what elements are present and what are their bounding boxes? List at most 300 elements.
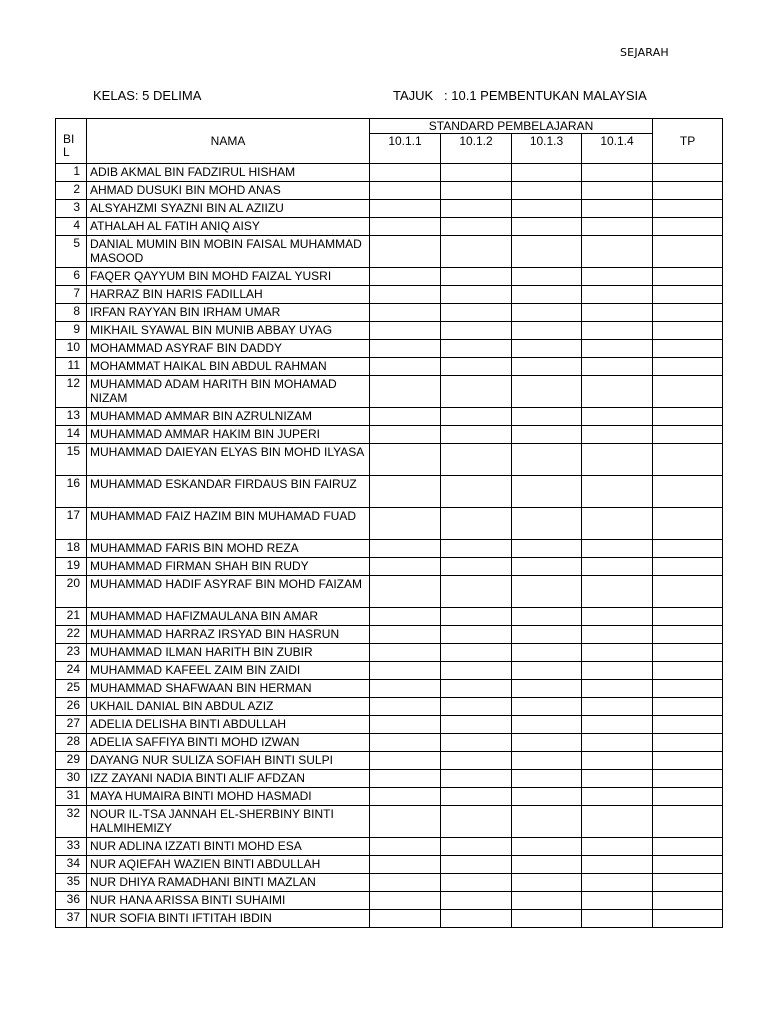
standard-cell-1[interactable] bbox=[370, 770, 441, 788]
student-name: FAQER QAYYUM BIN MOHD FAIZAL YUSRI bbox=[87, 268, 370, 286]
tp-cell[interactable] bbox=[653, 558, 723, 576]
standard-cell-1[interactable] bbox=[370, 304, 441, 322]
student-number: 36 bbox=[56, 892, 87, 910]
standard-cell-3[interactable] bbox=[512, 626, 582, 644]
student-number: 24 bbox=[56, 662, 87, 680]
topic-label: TAJUK : 10.1 PEMBENTUKAN MALAYSIA bbox=[393, 88, 647, 103]
tp-cell[interactable] bbox=[653, 874, 723, 892]
standard-cell-1[interactable] bbox=[370, 358, 441, 376]
student-name: ADELIA SAFFIYA BINTI MOHD IZWAN bbox=[87, 734, 370, 752]
standard-cell-4[interactable] bbox=[582, 218, 653, 236]
student-number: 15 bbox=[56, 444, 87, 476]
standard-cell-4[interactable] bbox=[582, 626, 653, 644]
standard-cell-4[interactable] bbox=[582, 508, 653, 540]
tp-cell[interactable] bbox=[653, 408, 723, 426]
subject-label: SEJARAH bbox=[620, 46, 669, 59]
standard-cell-1[interactable] bbox=[370, 164, 441, 182]
student-name: MAYA HUMAIRA BINTI MOHD HASMADI bbox=[87, 788, 370, 806]
student-name: MUHAMMAD AMMAR HAKIM BIN JUPERI bbox=[87, 426, 370, 444]
standard-cell-3[interactable] bbox=[512, 304, 582, 322]
student-name: MUHAMMAD HADIF ASYRAF BIN MOHD FAIZAM bbox=[87, 576, 370, 608]
standard-cell-2[interactable] bbox=[441, 576, 512, 608]
student-name: ADIB AKMAL BIN FADZIRUL HISHAM bbox=[87, 164, 370, 182]
nama-header: NAMA bbox=[87, 119, 370, 164]
tp-cell[interactable] bbox=[653, 680, 723, 698]
table-row bbox=[56, 698, 723, 716]
student-number: 28 bbox=[56, 734, 87, 752]
standard-cell-3[interactable] bbox=[512, 856, 582, 874]
tp-cell[interactable] bbox=[653, 892, 723, 910]
standard-cell-4[interactable] bbox=[582, 716, 653, 734]
standard-cell-4[interactable] bbox=[582, 444, 653, 476]
standard-cell-3[interactable] bbox=[512, 408, 582, 426]
student-name: MOHAMMAD ASYRAF BIN DADDY bbox=[87, 340, 370, 358]
tp-cell[interactable] bbox=[653, 304, 723, 322]
standard-cell-4[interactable] bbox=[582, 268, 653, 286]
table-row bbox=[56, 716, 723, 734]
student-number: 3 bbox=[56, 200, 87, 218]
standard-cell-2[interactable] bbox=[441, 268, 512, 286]
standard-cell-2[interactable] bbox=[441, 444, 512, 476]
standard-cell-4[interactable] bbox=[582, 408, 653, 426]
student-number: 13 bbox=[56, 408, 87, 426]
standard-cell-4[interactable] bbox=[582, 558, 653, 576]
bil-header bbox=[56, 119, 87, 164]
student-number: 4 bbox=[56, 218, 87, 236]
standard-cell-4[interactable] bbox=[582, 644, 653, 662]
student-number: 27 bbox=[56, 716, 87, 734]
table-row bbox=[56, 558, 723, 576]
tp-cell[interactable] bbox=[653, 268, 723, 286]
standard-cell-2[interactable] bbox=[441, 806, 512, 838]
student-number: 14 bbox=[56, 426, 87, 444]
tp-cell[interactable] bbox=[653, 476, 723, 508]
standard-cell-3[interactable] bbox=[512, 444, 582, 476]
standard-cell-4[interactable] bbox=[582, 734, 653, 752]
student-number: 31 bbox=[56, 788, 87, 806]
standard-cell-1[interactable] bbox=[370, 752, 441, 770]
standard-cell-3[interactable] bbox=[512, 644, 582, 662]
standard-cell-2[interactable] bbox=[441, 680, 512, 698]
student-number: 21 bbox=[56, 608, 87, 626]
table-row bbox=[56, 182, 723, 200]
standard-cell-2[interactable] bbox=[441, 788, 512, 806]
standard-cell-3[interactable] bbox=[512, 340, 582, 358]
standard-cell-4[interactable] bbox=[582, 286, 653, 304]
student-number: 23 bbox=[56, 644, 87, 662]
student-name: MUHAMMAD FARIS BIN MOHD REZA bbox=[87, 540, 370, 558]
table-row bbox=[56, 644, 723, 662]
student-number: 33 bbox=[56, 838, 87, 856]
standard-cell-4[interactable] bbox=[582, 304, 653, 322]
standard-cell-3[interactable] bbox=[512, 752, 582, 770]
standard-cell-4[interactable] bbox=[582, 770, 653, 788]
student-number: 37 bbox=[56, 910, 87, 928]
student-name: MUHAMMAD HARRAZ IRSYAD BIN HASRUN bbox=[87, 626, 370, 644]
standard-header-10-1-1: 10.1.1 bbox=[370, 134, 441, 164]
table-row bbox=[56, 286, 723, 304]
standard-cell-1[interactable] bbox=[370, 892, 441, 910]
student-number: 29 bbox=[56, 752, 87, 770]
student-number: 17 bbox=[56, 508, 87, 540]
tp-cell[interactable] bbox=[653, 286, 723, 304]
standard-cell-1[interactable] bbox=[370, 286, 441, 304]
standard-cell-1[interactable] bbox=[370, 680, 441, 698]
student-number: 12 bbox=[56, 376, 87, 408]
standard-cell-4[interactable] bbox=[582, 892, 653, 910]
tp-cell[interactable] bbox=[653, 838, 723, 856]
standard-cell-3[interactable] bbox=[512, 716, 582, 734]
standard-cell-1[interactable] bbox=[370, 856, 441, 874]
standard-cell-1[interactable] bbox=[370, 426, 441, 444]
standard-cell-1[interactable] bbox=[370, 182, 441, 200]
standard-cell-3[interactable] bbox=[512, 164, 582, 182]
standard-cell-4[interactable] bbox=[582, 340, 653, 358]
student-number: 16 bbox=[56, 476, 87, 508]
tp-cell[interactable] bbox=[653, 218, 723, 236]
standard-cell-2[interactable] bbox=[441, 608, 512, 626]
tp-cell[interactable] bbox=[653, 608, 723, 626]
table-row bbox=[56, 358, 723, 376]
standard-cell-4[interactable] bbox=[582, 608, 653, 626]
standard-cell-1[interactable] bbox=[370, 698, 441, 716]
standard-cell-4[interactable] bbox=[582, 164, 653, 182]
standard-cell-3[interactable] bbox=[512, 838, 582, 856]
standard-cell-1[interactable] bbox=[370, 806, 441, 838]
student-number: 34 bbox=[56, 856, 87, 874]
standard-cell-4[interactable] bbox=[582, 476, 653, 508]
standard-cell-3[interactable] bbox=[512, 182, 582, 200]
standard-cell-4[interactable] bbox=[582, 662, 653, 680]
standard-cell-2[interactable] bbox=[441, 476, 512, 508]
table-row bbox=[56, 806, 723, 838]
standard-cell-4[interactable] bbox=[582, 540, 653, 558]
table-row bbox=[56, 340, 723, 358]
tp-cell[interactable] bbox=[653, 788, 723, 806]
standard-cell-1[interactable] bbox=[370, 200, 441, 218]
standard-cell-2[interactable] bbox=[441, 508, 512, 540]
tp-cell[interactable] bbox=[653, 376, 723, 408]
standard-cell-2[interactable] bbox=[441, 770, 512, 788]
standard-cell-3[interactable] bbox=[512, 680, 582, 698]
standard-cell-3[interactable] bbox=[512, 608, 582, 626]
standard-cell-3[interactable] bbox=[512, 218, 582, 236]
standard-cell-3[interactable] bbox=[512, 476, 582, 508]
standard-cell-2[interactable] bbox=[441, 838, 512, 856]
standard-cell-3[interactable] bbox=[512, 698, 582, 716]
table-row bbox=[56, 838, 723, 856]
standard-cell-3[interactable] bbox=[512, 576, 582, 608]
student-name: UKHAIL DANIAL BIN ABDUL AZIZ bbox=[87, 698, 370, 716]
student-number: 11 bbox=[56, 358, 87, 376]
table-row bbox=[56, 476, 723, 508]
student-name: MUHAMMAD DAIEYAN ELYAS BIN MOHD ILYASA bbox=[87, 444, 370, 476]
tp-cell[interactable] bbox=[653, 770, 723, 788]
standard-cell-2[interactable] bbox=[441, 408, 512, 426]
standard-cell-4[interactable] bbox=[582, 910, 653, 928]
student-number: 1 bbox=[56, 164, 87, 182]
tp-cell[interactable] bbox=[653, 508, 723, 540]
standard-cell-3[interactable] bbox=[512, 540, 582, 558]
tp-cell[interactable] bbox=[653, 444, 723, 476]
tp-cell[interactable] bbox=[653, 734, 723, 752]
tp-cell[interactable] bbox=[653, 576, 723, 608]
standard-cell-2[interactable] bbox=[441, 236, 512, 268]
student-name: AHMAD DUSUKI BIN MOHD ANAS bbox=[87, 182, 370, 200]
student-name: MUHAMMAD AMMAR BIN AZRULNIZAM bbox=[87, 408, 370, 426]
standard-cell-1[interactable] bbox=[370, 874, 441, 892]
tp-header: TP bbox=[653, 119, 723, 164]
standard-cell-2[interactable] bbox=[441, 164, 512, 182]
tp-cell[interactable] bbox=[653, 662, 723, 680]
student-number: 7 bbox=[56, 286, 87, 304]
student-name: NUR ADLINA IZZATI BINTI MOHD ESA bbox=[87, 838, 370, 856]
table-row bbox=[56, 892, 723, 910]
standard-cell-4[interactable] bbox=[582, 838, 653, 856]
standard-cell-4[interactable] bbox=[582, 576, 653, 608]
standard-cell-1[interactable] bbox=[370, 838, 441, 856]
standard-cell-1[interactable] bbox=[370, 558, 441, 576]
standard-cell-2[interactable] bbox=[441, 376, 512, 408]
table-row bbox=[56, 680, 723, 698]
standard-cell-1[interactable] bbox=[370, 540, 441, 558]
tp-cell[interactable] bbox=[653, 426, 723, 444]
table-row bbox=[56, 322, 723, 340]
tp-cell[interactable] bbox=[653, 200, 723, 218]
tp-cell[interactable] bbox=[653, 322, 723, 340]
student-name: DAYANG NUR SULIZA SOFIAH BINTI SULPI bbox=[87, 752, 370, 770]
table-row bbox=[56, 608, 723, 626]
standard-cell-1[interactable] bbox=[370, 910, 441, 928]
standard-cell-2[interactable] bbox=[441, 322, 512, 340]
table-row bbox=[56, 164, 723, 182]
standard-cell-3[interactable] bbox=[512, 376, 582, 408]
tp-cell[interactable] bbox=[653, 698, 723, 716]
standard-cell-1[interactable] bbox=[370, 476, 441, 508]
standard-cell-2[interactable] bbox=[441, 856, 512, 874]
student-name: ADELIA DELISHA BINTI ABDULLAH bbox=[87, 716, 370, 734]
tp-cell[interactable] bbox=[653, 358, 723, 376]
standard-cell-1[interactable] bbox=[370, 608, 441, 626]
standard-cell-2[interactable] bbox=[441, 218, 512, 236]
student-number: 6 bbox=[56, 268, 87, 286]
standard-cell-4[interactable] bbox=[582, 426, 653, 444]
standard-cell-1[interactable] bbox=[370, 716, 441, 734]
standard-cell-1[interactable] bbox=[370, 340, 441, 358]
student-number: 2 bbox=[56, 182, 87, 200]
standard-cell-4[interactable] bbox=[582, 752, 653, 770]
standard-cell-1[interactable] bbox=[370, 626, 441, 644]
standard-cell-1[interactable] bbox=[370, 788, 441, 806]
standard-cell-3[interactable] bbox=[512, 426, 582, 444]
student-name: DANIAL MUMIN BIN MOBIN FAISAL MUHAMMAD MASOOD bbox=[87, 236, 370, 268]
standard-cell-2[interactable] bbox=[441, 540, 512, 558]
standard-cell-2[interactable] bbox=[441, 304, 512, 322]
standard-cell-1[interactable] bbox=[370, 218, 441, 236]
student-number: 20 bbox=[56, 576, 87, 608]
standard-cell-2[interactable] bbox=[441, 200, 512, 218]
standard-cell-1[interactable] bbox=[370, 408, 441, 426]
standard-cell-2[interactable] bbox=[441, 910, 512, 928]
tp-cell[interactable] bbox=[653, 910, 723, 928]
table-row bbox=[56, 662, 723, 680]
student-number: 5 bbox=[56, 236, 87, 268]
standard-cell-1[interactable] bbox=[370, 322, 441, 340]
student-number: 10 bbox=[56, 340, 87, 358]
standard-cell-3[interactable] bbox=[512, 734, 582, 752]
tp-cell[interactable] bbox=[653, 716, 723, 734]
standard-cell-1[interactable] bbox=[370, 662, 441, 680]
student-number: 22 bbox=[56, 626, 87, 644]
tp-cell[interactable] bbox=[653, 856, 723, 874]
tp-cell[interactable] bbox=[653, 182, 723, 200]
student-name: ALSYAHZMI SYAZNI BIN AL AZIIZU bbox=[87, 200, 370, 218]
standard-header-10-1-2: 10.1.2 bbox=[441, 134, 512, 164]
standard-cell-4[interactable] bbox=[582, 698, 653, 716]
student-name: NUR AQIEFAH WAZIEN BINTI ABDULLAH bbox=[87, 856, 370, 874]
standard-cell-1[interactable] bbox=[370, 268, 441, 286]
standard-cell-2[interactable] bbox=[441, 662, 512, 680]
standard-cell-3[interactable] bbox=[512, 770, 582, 788]
student-name: MOHAMMAT HAIKAL BIN ABDUL RAHMAN bbox=[87, 358, 370, 376]
table-row bbox=[56, 910, 723, 928]
standard-cell-2[interactable] bbox=[441, 286, 512, 304]
student-name: MUHAMMAD ADAM HARITH BIN MOHAMAD NIZAM bbox=[87, 376, 370, 408]
standard-cell-2[interactable] bbox=[441, 626, 512, 644]
tp-cell[interactable] bbox=[653, 806, 723, 838]
student-name: ATHALAH AL FATIH ANIQ AISY bbox=[87, 218, 370, 236]
table-row bbox=[56, 236, 723, 268]
student-name: MUHAMMAD ESKANDAR FIRDAUS BIN FAIRUZ bbox=[87, 476, 370, 508]
standard-cell-4[interactable] bbox=[582, 376, 653, 408]
standard-cell-3[interactable] bbox=[512, 662, 582, 680]
tp-cell[interactable] bbox=[653, 644, 723, 662]
standard-cell-2[interactable] bbox=[441, 734, 512, 752]
table-row bbox=[56, 752, 723, 770]
student-name: MUHAMMAD SHAFWAAN BIN HERMAN bbox=[87, 680, 370, 698]
standard-header-10-1-4: 10.1.4 bbox=[582, 134, 653, 164]
table-row bbox=[56, 856, 723, 874]
standard-cell-1[interactable] bbox=[370, 508, 441, 540]
standard-cell-3[interactable] bbox=[512, 508, 582, 540]
standard-cell-1[interactable] bbox=[370, 444, 441, 476]
standard-cell-2[interactable] bbox=[441, 558, 512, 576]
standard-cell-1[interactable] bbox=[370, 644, 441, 662]
table-row bbox=[56, 408, 723, 426]
tp-cell[interactable] bbox=[653, 340, 723, 358]
student-number: 19 bbox=[56, 558, 87, 576]
table-row bbox=[56, 874, 723, 892]
standard-cell-4[interactable] bbox=[582, 182, 653, 200]
student-record-table bbox=[55, 118, 723, 928]
standard-cell-4[interactable] bbox=[582, 358, 653, 376]
standard-cell-2[interactable] bbox=[441, 752, 512, 770]
tp-cell[interactable] bbox=[653, 236, 723, 268]
student-name: NUR DHIYA RAMADHANI BINTI MAZLAN bbox=[87, 874, 370, 892]
standard-cell-2[interactable] bbox=[441, 340, 512, 358]
student-name: MUHAMMAD KAFEEL ZAIM BIN ZAIDI bbox=[87, 662, 370, 680]
standard-cell-1[interactable] bbox=[370, 376, 441, 408]
table-row bbox=[56, 426, 723, 444]
standard-cell-2[interactable] bbox=[441, 892, 512, 910]
student-number: 35 bbox=[56, 874, 87, 892]
standard-cell-4[interactable] bbox=[582, 236, 653, 268]
tp-cell[interactable] bbox=[653, 164, 723, 182]
table-row bbox=[56, 268, 723, 286]
student-name: MUHAMMAD HAFIZMAULANA BIN AMAR bbox=[87, 608, 370, 626]
table-row bbox=[56, 304, 723, 322]
standard-cell-4[interactable] bbox=[582, 200, 653, 218]
standard-cell-4[interactable] bbox=[582, 874, 653, 892]
standard-cell-3[interactable] bbox=[512, 874, 582, 892]
standard-cell-3[interactable] bbox=[512, 910, 582, 928]
tp-cell[interactable] bbox=[653, 540, 723, 558]
student-name: IRFAN RAYYAN BIN IRHAM UMAR bbox=[87, 304, 370, 322]
student-name: NUR SOFIA BINTI IFTITAH IBDIN bbox=[87, 910, 370, 928]
class-label: KELAS: 5 DELIMA bbox=[93, 88, 202, 103]
standard-cell-3[interactable] bbox=[512, 558, 582, 576]
table-row bbox=[56, 376, 723, 408]
standard-cell-2[interactable] bbox=[441, 182, 512, 200]
bil-header-label: BI L bbox=[63, 132, 75, 159]
student-name: MUHAMMAD ILMAN HARITH BIN ZUBIR bbox=[87, 644, 370, 662]
table-row bbox=[56, 444, 723, 476]
table-row bbox=[56, 218, 723, 236]
student-name: NUR HANA ARISSA BINTI SUHAIMI bbox=[87, 892, 370, 910]
student-name: MUHAMMAD FAIZ HAZIM BIN MUHAMAD FUAD bbox=[87, 508, 370, 540]
standard-cell-3[interactable] bbox=[512, 806, 582, 838]
student-rows bbox=[56, 164, 723, 928]
standard-pembelajaran-header: STANDARD PEMBELAJARAN bbox=[370, 119, 653, 134]
standard-cell-2[interactable] bbox=[441, 358, 512, 376]
standard-cell-4[interactable] bbox=[582, 806, 653, 838]
standard-cell-3[interactable] bbox=[512, 322, 582, 340]
student-name: HARRAZ BIN HARIS FADILLAH bbox=[87, 286, 370, 304]
standard-cell-2[interactable] bbox=[441, 698, 512, 716]
student-number: 32 bbox=[56, 806, 87, 838]
standard-cell-3[interactable] bbox=[512, 286, 582, 304]
standard-header-10-1-3: 10.1.3 bbox=[512, 134, 582, 164]
standard-cell-3[interactable] bbox=[512, 358, 582, 376]
standard-cell-4[interactable] bbox=[582, 322, 653, 340]
student-number: 8 bbox=[56, 304, 87, 322]
standard-cell-3[interactable] bbox=[512, 236, 582, 268]
standard-cell-2[interactable] bbox=[441, 716, 512, 734]
standard-cell-3[interactable] bbox=[512, 200, 582, 218]
standard-cell-2[interactable] bbox=[441, 874, 512, 892]
standard-cell-4[interactable] bbox=[582, 856, 653, 874]
standard-cell-1[interactable] bbox=[370, 236, 441, 268]
table-row bbox=[56, 770, 723, 788]
standard-cell-3[interactable] bbox=[512, 268, 582, 286]
standard-cell-2[interactable] bbox=[441, 644, 512, 662]
student-number: 18 bbox=[56, 540, 87, 558]
standard-cell-1[interactable] bbox=[370, 576, 441, 608]
standard-cell-3[interactable] bbox=[512, 788, 582, 806]
standard-cell-4[interactable] bbox=[582, 788, 653, 806]
standard-cell-3[interactable] bbox=[512, 892, 582, 910]
table-row bbox=[56, 540, 723, 558]
student-number: 25 bbox=[56, 680, 87, 698]
tp-cell[interactable] bbox=[653, 626, 723, 644]
student-number: 9 bbox=[56, 322, 87, 340]
standard-cell-4[interactable] bbox=[582, 680, 653, 698]
student-name: NOUR IL-TSA JANNAH EL-SHERBINY BINTI HALMIHEMIZY bbox=[87, 806, 370, 838]
standard-cell-2[interactable] bbox=[441, 426, 512, 444]
standard-cell-1[interactable] bbox=[370, 734, 441, 752]
student-number: 30 bbox=[56, 770, 87, 788]
tp-cell[interactable] bbox=[653, 752, 723, 770]
